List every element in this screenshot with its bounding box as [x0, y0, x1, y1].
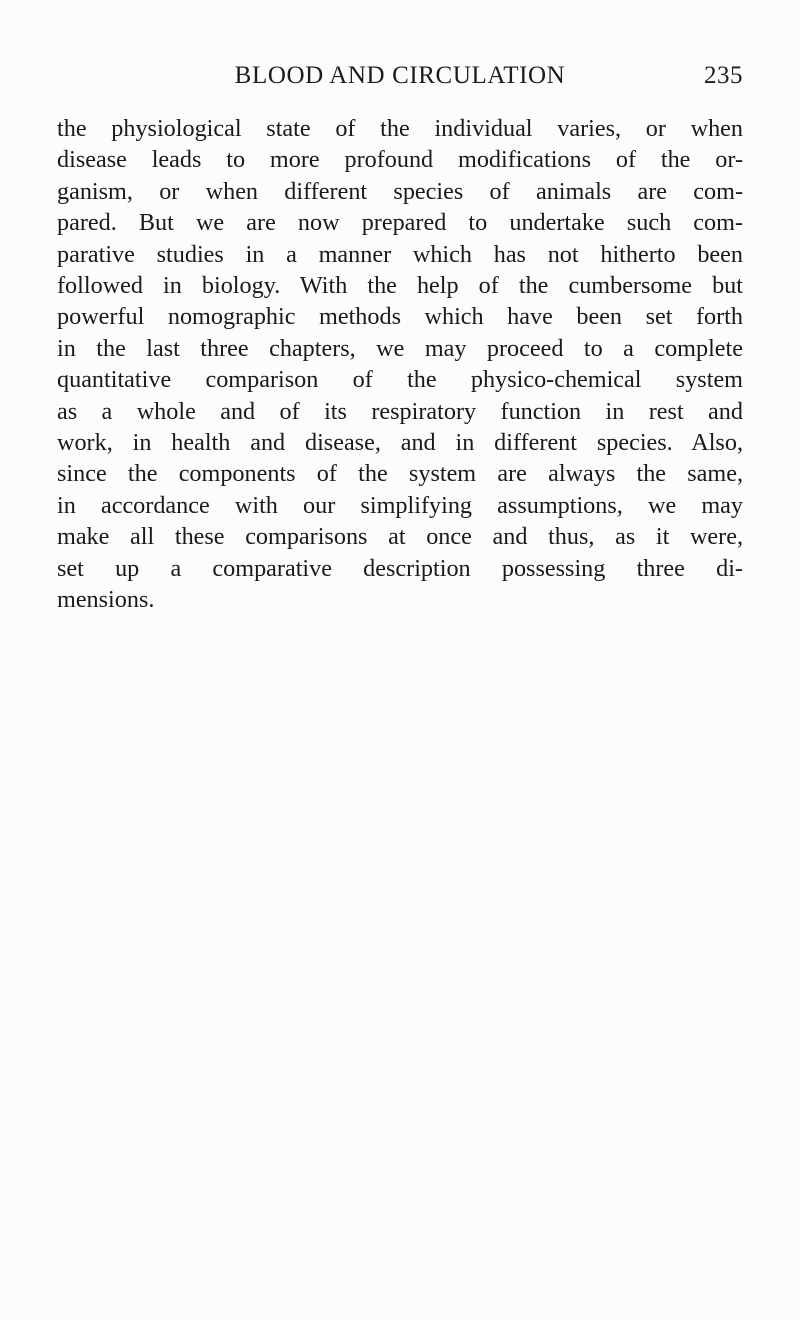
text-line: parative studies in a manner which has not hitherto been: [57, 240, 743, 268]
text-line: ganism, or when different species of animals are com-: [57, 177, 743, 205]
text-line: mensions.: [57, 586, 155, 614]
body-paragraph: [57, 113, 743, 616]
text-line: powerful nomographic methods which have been set forth: [57, 303, 743, 331]
text-line: as a whole and of its respiratory function in rest and: [57, 397, 743, 425]
running-title: BLOOD AND CIRCULATION: [234, 62, 566, 89]
running-head: [57, 62, 743, 98]
text-line: the physiological state of the individual varies, or when: [57, 115, 743, 142]
text-line: work, in health and disease, and in different species. Also,: [57, 429, 743, 457]
text-line: in accordance with our simplifying assumptions, we may: [57, 491, 743, 519]
text-line: set up a comparative description possessing three di-: [57, 554, 743, 582]
text-line: make all these comparisons at once and thus, as it were,: [57, 523, 743, 551]
text-line: quantitative comparison of the physico-chemical system: [57, 366, 743, 394]
text-line: since the components of the system are always the same,: [57, 460, 743, 488]
text-line: in the last three chapters, we may proceed to a complete: [57, 334, 743, 362]
page-number: 235: [704, 62, 743, 89]
text-line: followed in biology. With the help of the cumbersome but: [57, 272, 743, 300]
text-line: disease leads to more profound modifications of the or-: [57, 146, 743, 174]
text-line: pared. But we are now prepared to undertake such com-: [57, 209, 743, 237]
